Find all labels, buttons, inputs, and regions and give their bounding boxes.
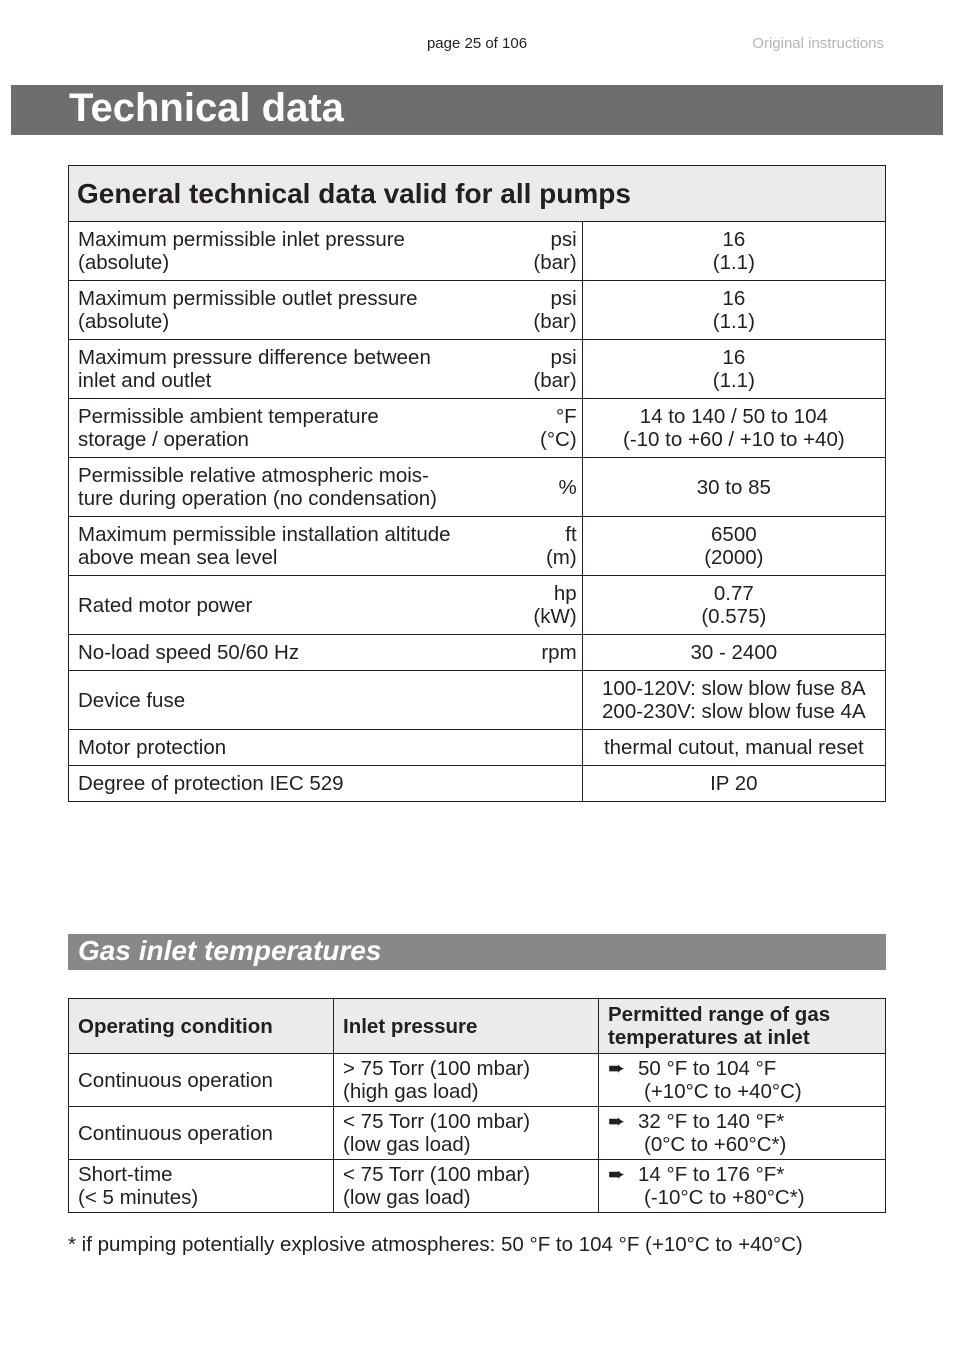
column-header-permitted-range: Permitted range of gas temperatures at inlet <box>599 999 886 1054</box>
table-row <box>69 1054 886 1107</box>
table-row <box>69 399 886 458</box>
operating-condition-cell <box>69 1107 334 1160</box>
table-row <box>69 671 886 730</box>
table-row <box>69 635 886 671</box>
table-body <box>69 1054 886 1213</box>
value-line: (1.1) <box>712 251 755 274</box>
section-title: Gas inlet temperatures <box>78 935 382 966</box>
parameter-cell <box>69 399 494 458</box>
table-body <box>69 222 886 802</box>
value-cell <box>582 399 885 458</box>
section-bar <box>68 934 886 970</box>
parameter-line: No-load speed 50/60 Hz <box>78 641 300 664</box>
unit-cell <box>493 671 582 730</box>
table-title: General technical data valid for all pumps <box>69 166 886 222</box>
value-cell <box>582 766 885 802</box>
table-row <box>69 517 886 576</box>
table-row <box>69 458 886 517</box>
range-celsius: (0°C to +60°C*) <box>644 1133 787 1156</box>
value-line: 30 - 2400 <box>690 641 778 664</box>
parameter-line: Maximum pressure difference between <box>78 346 431 369</box>
range-fahrenheit: 50 °F to 104 °F <box>638 1057 777 1080</box>
unit-line: (bar) <box>533 251 577 274</box>
unit-cell <box>493 399 582 458</box>
operating-condition-cell <box>69 1054 334 1107</box>
inlet-pressure-cell <box>334 1107 599 1160</box>
table-row <box>69 340 886 399</box>
parameter-line: Degree of protection IEC 529 <box>78 772 344 795</box>
unit-cell <box>493 340 582 399</box>
value-line: 6500 <box>711 523 757 546</box>
parameter-line: inlet and outlet <box>78 369 212 392</box>
condition-line: Continuous operation <box>78 1121 273 1145</box>
value-line: 16 <box>722 228 746 251</box>
parameter-cell <box>69 730 494 766</box>
range-fahrenheit: 32 °F to 140 °F* <box>638 1110 785 1133</box>
table-row <box>69 281 886 340</box>
unit-line: hp <box>553 582 577 605</box>
gas-inlet-temperatures-table <box>68 998 886 1213</box>
unit-cell <box>493 576 582 635</box>
unit-line: °F <box>555 405 577 428</box>
parameter-cell <box>69 222 494 281</box>
value-line: thermal cutout, manual reset <box>603 736 864 759</box>
value-line: 0.77 <box>713 582 754 605</box>
condition-line: (< 5 minutes) <box>78 1186 199 1209</box>
temperature-range-cell <box>599 1160 886 1213</box>
page-title: Technical data <box>69 86 344 130</box>
unit-cell <box>493 635 582 671</box>
unit-line: (m) <box>545 546 577 569</box>
parameter-line: Maximum permissible inlet pressure <box>78 228 405 251</box>
value-line: (2000) <box>704 546 764 569</box>
unit-line: psi <box>550 346 577 369</box>
value-line: 200-230V: slow blow fuse 4A <box>602 700 866 723</box>
condition-line: Short-time <box>78 1163 173 1186</box>
unit-cell <box>493 517 582 576</box>
parameter-line: (absolute) <box>78 310 170 333</box>
inlet-pressure-cell <box>334 1054 599 1107</box>
unit-line: (°C) <box>540 428 577 451</box>
parameter-line: Rated motor power <box>78 593 253 617</box>
arrow-right-icon: ➨ <box>608 1163 626 1186</box>
value-cell <box>582 281 885 340</box>
document-label: Original instructions <box>752 35 884 52</box>
footnote: * if pumping potentially explosive atmospheres: 50 °F to 104 °F (+10°C to +40°C) <box>68 1233 803 1256</box>
value-line: 16 <box>722 287 746 310</box>
parameter-cell <box>69 281 494 340</box>
unit-cell <box>493 458 582 517</box>
value-cell <box>582 517 885 576</box>
parameter-line: Maximum permissible installation altitude <box>78 523 451 546</box>
column-header-operating-condition: Operating condition <box>69 999 334 1054</box>
unit-line: (bar) <box>533 310 577 333</box>
pressure-line: < 75 Torr (100 mbar) <box>343 1163 531 1186</box>
range-celsius: (-10°C to +80°C*) <box>644 1186 805 1209</box>
parameter-cell <box>69 340 494 399</box>
pressure-line: (low gas load) <box>343 1186 471 1209</box>
unit-line: (kW) <box>533 605 577 628</box>
pressure-line: (low gas load) <box>343 1133 471 1156</box>
value-cell <box>582 671 885 730</box>
parameter-line: Motor protection <box>78 736 227 759</box>
value-line: (-10 to +60 / +10 to +40) <box>623 428 845 451</box>
value-cell <box>582 730 885 766</box>
page-number: page 25 of 106 <box>426 35 528 52</box>
parameter-line: Permissible relative atmospheric mois- <box>78 464 429 487</box>
value-line: 14 to 140 / 50 to 104 <box>639 405 828 428</box>
operating-condition-cell <box>69 1160 334 1213</box>
parameter-line: Device fuse <box>78 688 186 712</box>
arrow-right-icon: ➨ <box>608 1057 626 1080</box>
parameter-cell <box>69 576 494 635</box>
arrow-right-icon: ➨ <box>608 1110 626 1133</box>
value-line: IP 20 <box>710 772 758 795</box>
parameter-line: ture during operation (no condensation) <box>78 487 437 510</box>
title-bar <box>11 85 943 135</box>
temperature-range-cell <box>599 1107 886 1160</box>
value-line: (1.1) <box>712 310 755 333</box>
value-cell <box>582 340 885 399</box>
unit-cell <box>493 222 582 281</box>
parameter-cell <box>69 458 494 517</box>
parameter-line: storage / operation <box>78 428 249 451</box>
value-line: 30 to 85 <box>696 475 771 499</box>
value-line: (0.575) <box>701 605 767 628</box>
value-line: 16 <box>722 346 746 369</box>
value-cell <box>582 458 885 517</box>
condition-line: Continuous operation <box>78 1068 273 1092</box>
parameter-cell <box>69 635 494 671</box>
table-row <box>69 576 886 635</box>
value-line: 100-120V: slow blow fuse 8A <box>602 677 866 700</box>
unit-cell <box>493 730 582 766</box>
temperature-range-cell <box>599 1054 886 1107</box>
value-line: (1.1) <box>712 369 755 392</box>
unit-line: (bar) <box>533 369 577 392</box>
unit-line: psi <box>550 287 577 310</box>
table-row <box>69 222 886 281</box>
value-cell <box>582 576 885 635</box>
pressure-line: > 75 Torr (100 mbar) <box>343 1057 531 1080</box>
table-row <box>69 730 886 766</box>
table-row <box>69 766 886 802</box>
general-technical-data-table <box>68 165 886 802</box>
parameter-line: above mean sea level <box>78 546 278 569</box>
parameter-line: Permissible ambient temperature <box>78 405 379 428</box>
unit-line: % <box>558 475 577 499</box>
parameter-cell <box>69 766 494 802</box>
unit-line: ft <box>565 523 577 546</box>
unit-line: rpm <box>541 641 577 664</box>
inlet-pressure-cell <box>334 1160 599 1213</box>
column-header-inlet-pressure: Inlet pressure <box>334 999 599 1054</box>
range-fahrenheit: 14 °F to 176 °F* <box>638 1163 785 1186</box>
parameter-line: (absolute) <box>78 251 170 274</box>
parameter-cell <box>69 517 494 576</box>
range-celsius: (+10°C to +40°C) <box>644 1080 802 1103</box>
pressure-line: < 75 Torr (100 mbar) <box>343 1110 531 1133</box>
value-cell <box>582 222 885 281</box>
value-cell <box>582 635 885 671</box>
parameter-line: Maximum permissible outlet pressure <box>78 287 418 310</box>
pressure-line: (high gas load) <box>343 1080 479 1103</box>
unit-cell <box>493 281 582 340</box>
parameter-cell <box>69 671 494 730</box>
unit-cell <box>493 766 582 802</box>
table-row <box>69 1160 886 1213</box>
table-row <box>69 1107 886 1160</box>
unit-line: psi <box>550 228 577 251</box>
